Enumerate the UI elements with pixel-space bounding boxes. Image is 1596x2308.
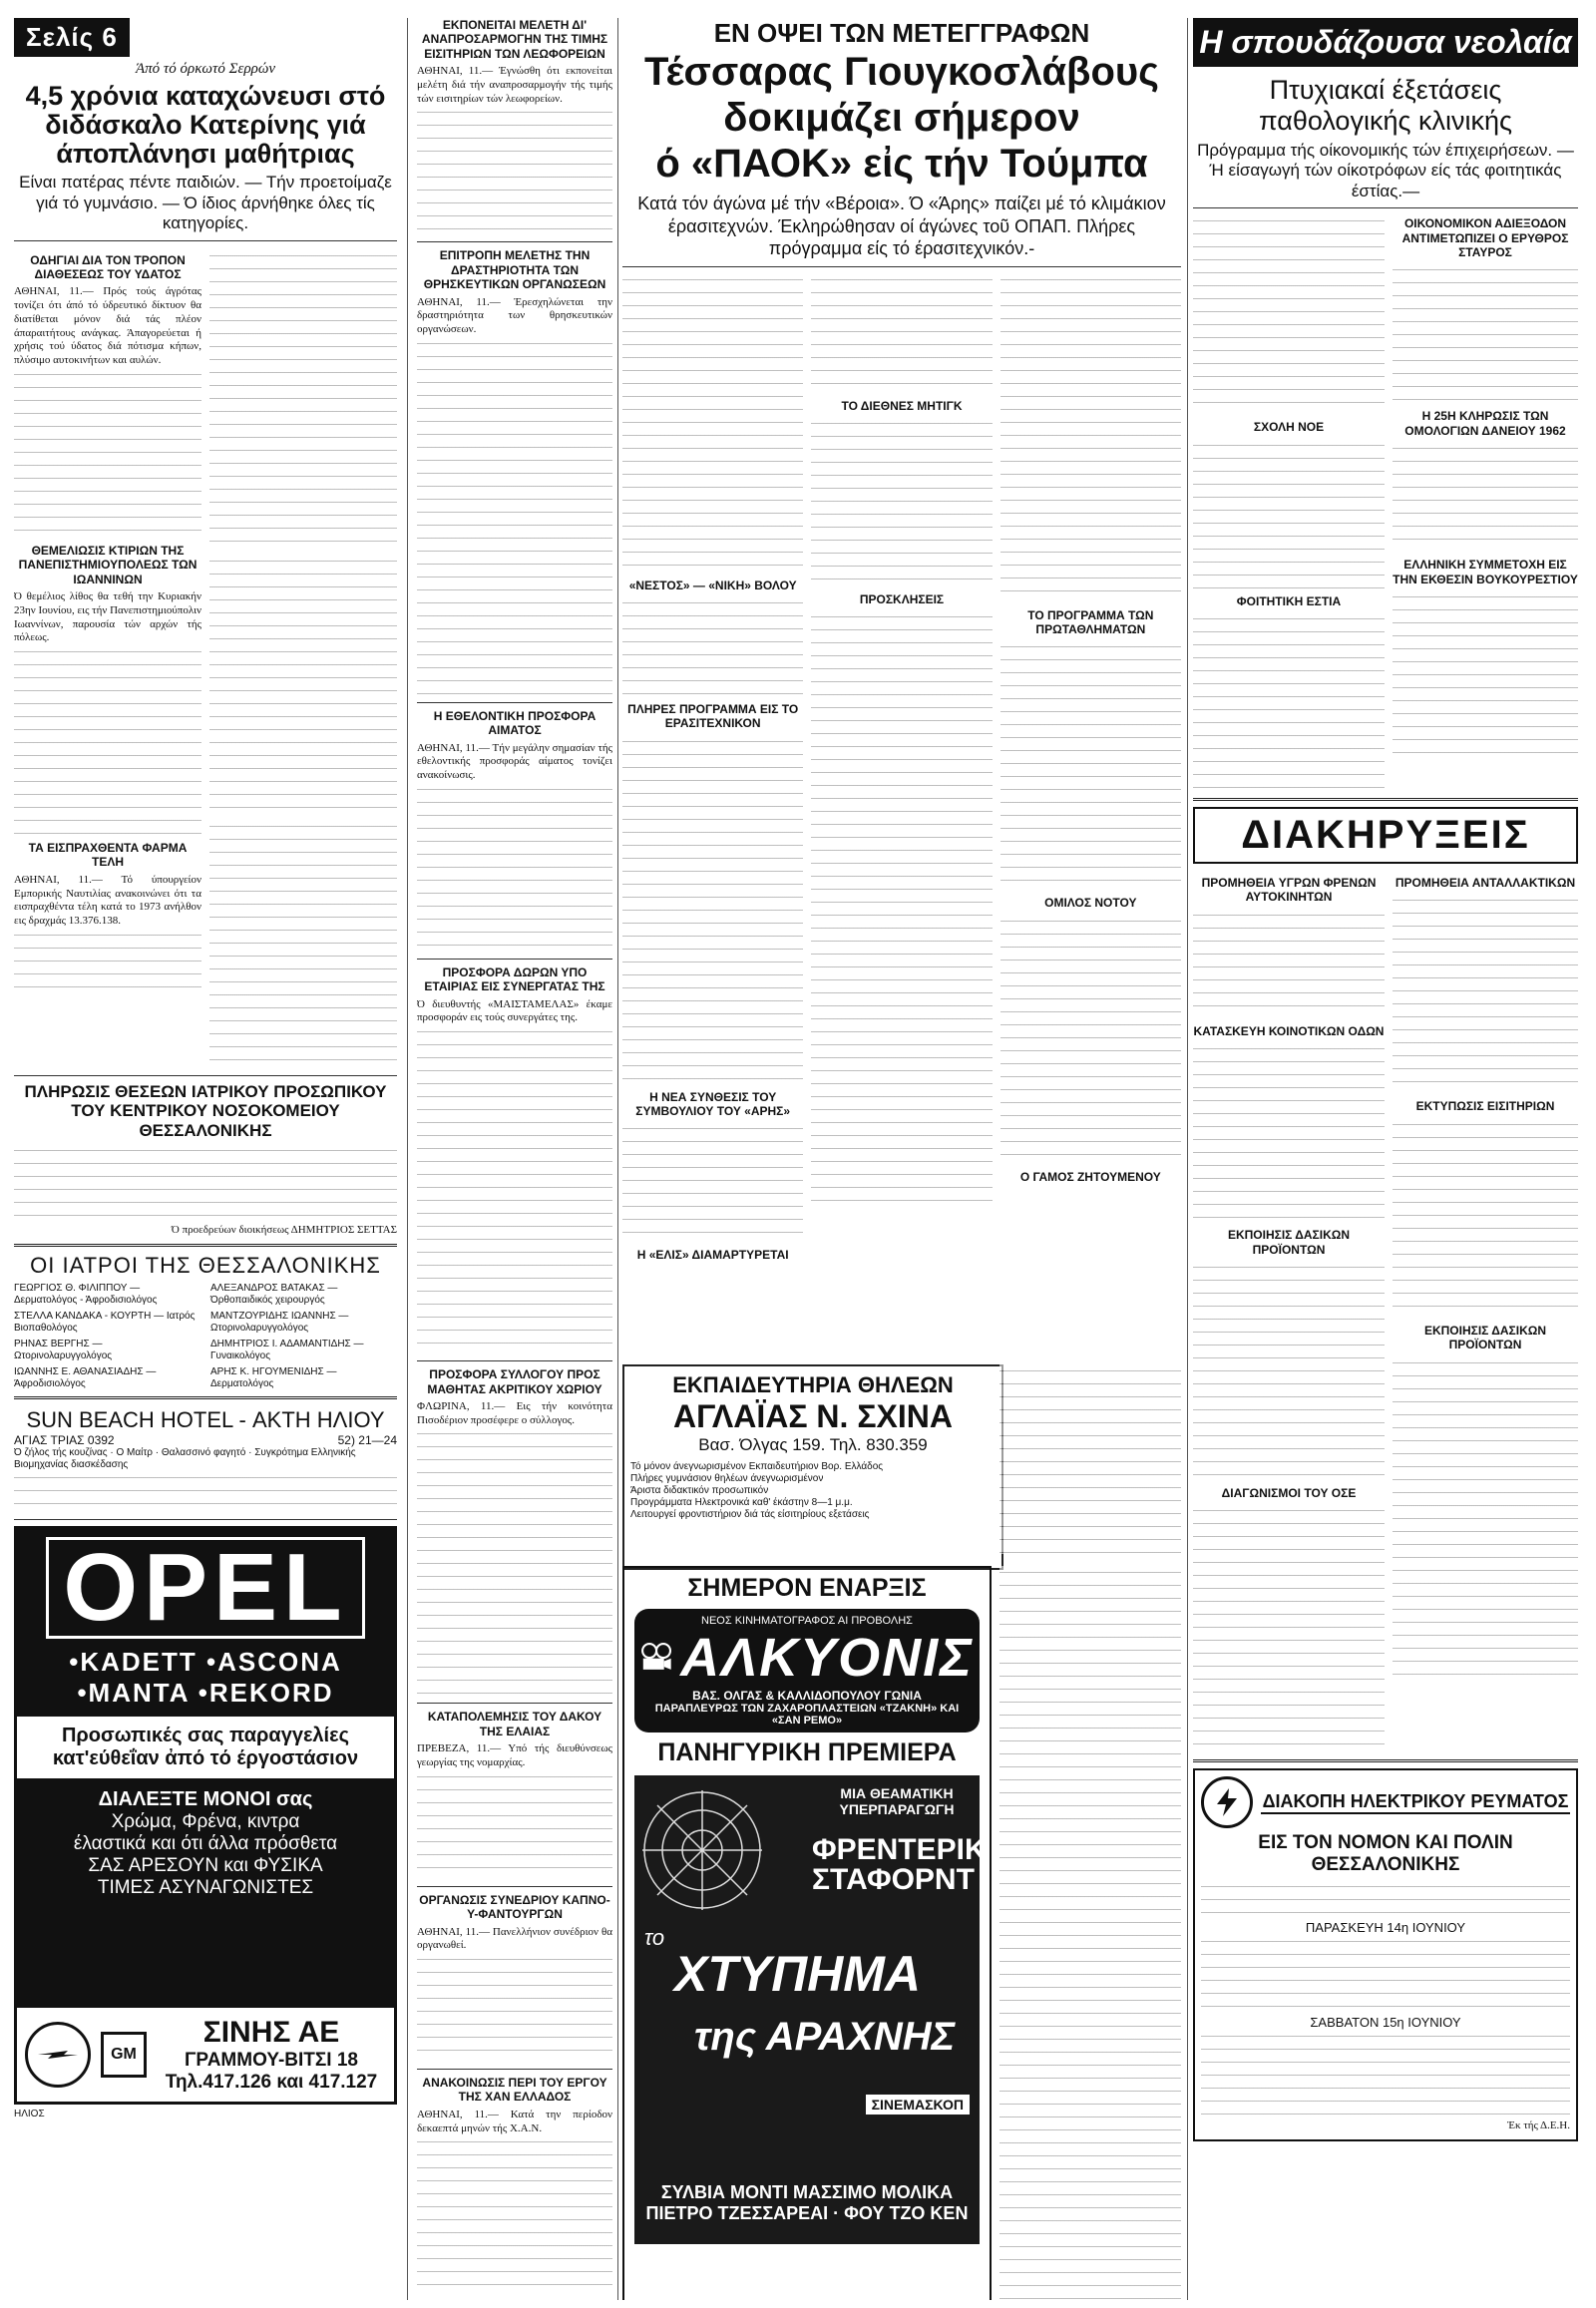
announcement-heading: ΕΚΠΟΙΗΣΙΣ ΔΑΣΙΚΩΝ ΠΡΟΪΟΝΤΩΝ (1423, 1323, 1547, 1352)
film-title: το (644, 1925, 665, 1950)
film-star: ΦΡΕΝΤΕΡΙΚ ΣΤΑΦΟΡΝΤ (812, 1833, 987, 1896)
opel-models: •KADETT •ASCONA (69, 1647, 342, 1678)
cinema-name: ΑΛΚΥΟΝΙΣ (680, 1628, 974, 1688)
school-title: ΕΚΠΑΙΔΕΥΤΗΡΙΑ ΘΗΛΕΩΝ (672, 1372, 954, 1397)
story-heading: ΤΑ ΕΙΣΠΡΑΧΘΕΝΤΑ ΦΑΡΜΑ ΤΕΛΗ (28, 841, 188, 870)
hotel-name: SUN BEACH HOTEL - ΑΚΤΗ ΗΛΙΟΥ (26, 1407, 385, 1433)
announcements-header (1193, 807, 1578, 864)
sports-subhead: ΠΛΗΡΕΣ ΠΡΟΓΡΑΜΜΑ ΕΙΣ ΤΟ ΕΡΑΣΙΤΕΧΝΙΚΟΝ (627, 701, 799, 731)
story-body: Ό διευθυντής «ΜΑΙΣΤΑΜΕΛΑΣ» έκαμε προσφοράν εις τούς συνεργάτες της. (417, 997, 612, 1024)
announcement-heading: ΠΡΟΜΗΘΕΙΑ ΑΝΤΑΛΛΑΚΤΙΚΩΝ (1395, 876, 1576, 891)
story-heading: ΟΙΚΟΝΟΜΙΚΟΝ ΑΔΙΕΞΟΔΟΝ ΑΝΤΙΜΕΤΩΠΙΖΕΙ Ο ΕΡΥΘΡΟΣ ΣΤΑΥΡΟΣ (1401, 216, 1569, 260)
sports-subhead: Η ΝΕΑ ΣΥΝΘΕΣΙΣ ΤΟΥ ΣΥΜΒΟΥΛΙΟΥ ΤΟΥ «ΑΡΗΣ» (635, 1089, 791, 1119)
page-headline: 4,5 χρόνια καταχώνευσι στό διδάσκαλο Κατερίνης γιά άποπλάνησι μαθήτριας (25, 81, 386, 170)
doctor-listing: ΜΑΝΤΖΟΥΡΙΔΗΣ ΙΩΑΝΝΗΣ — Ωτορινολαρυγγολόγος (210, 1311, 349, 1335)
school-line: Προγράμματα Ηλεκτρονικά καθ' έκάστην 8—1 μ.μ. (630, 1497, 853, 1508)
doctor-listing: ΣΤΕΛΛΑ ΚΑΝΔΑΚΑ - ΚΟΥΡΤΗ — Ιατρός Βιοπαθολόγος (14, 1311, 196, 1335)
story-heading: Η ΕΘΕΛΟΝΤΙΚΗ ΠΡΟΣΦΟΡΑ ΑΙΜΑΤΟΣ (433, 708, 597, 738)
column-3 (622, 18, 1181, 2300)
cinema-sub: ΝΕΟΣ ΚΙΝΗΜΑΤΟΓΡΑΦΟΣ ΑΙ ΠΡΟΒΟΛΗΣ (701, 1615, 913, 1627)
signature: Ό προεδρεύων διοικήσεως ΔΗΜΗΤΡΙΟΣ ΣΕΤΤΑΣ (171, 1224, 397, 1237)
power-signature: Έκ τής Δ.Ε.Η. (1507, 2119, 1570, 2132)
film-cast: ΣΥΛΒΙΑ ΜΟΝΤΙ ΜΑΣΣΙΜΟ ΜΟΛΙΚΑ ΠΙΕΤΡΟ ΤΖΕΣΣΑΡΕΑΙ · ΦΟΥ ΤΖΟ ΚΕΝ (645, 2182, 969, 2223)
doctor-listing: ΑΛΕΞΑΝΔΡΟΣ ΒΑΤΑΚΑΣ — Όρθοπαιδικός χειρουργός (210, 1283, 338, 1307)
gm-logo-icon: GM (101, 2032, 147, 2078)
school-line: Λειτουργεί φροντιστήριον διά τάς είσιτηρίους εξετάσεις (630, 1509, 870, 1520)
story-body: ΑΘΗΝΑΙ, 11.— Έγνώσθη ότι εκπονείται μελέτη διά τήν αναπροσαρμογήν τής τιμής τών εισιτηρίων τών λεωφορείων. (417, 65, 612, 105)
story-text-block (14, 368, 201, 538)
cinema-top: ΣΗΜΕΡΟΝ ΕΝΑΡΞΙΣ (687, 1574, 927, 1602)
main-headline: Τέσσαρας Γιουγκοσλάβους (644, 50, 1159, 94)
opel-address: ΓΡΑΜΜΟΥ-ΒΙΤΣΙ 18 (185, 2050, 358, 2072)
opel-text: Χρώμα, Φρένα, κιντρα (111, 1811, 300, 1833)
power-subtitle: ΕΙΣ ΤΟΝ ΝΟΜΟΝ ΚΑΙ ΠΟΛΙΝ ΘΕΣΣΑΛΟΝΙΚΗΣ (1258, 1832, 1513, 1876)
story-body: ΦΛΩΡΙΝΑ, 11.— Εις τήν κοινότητα Πισοδέριον προσέφερε ο σύλλογος. (417, 1399, 612, 1426)
sports-subhead: Η «ΕΛΙΣ» ΔΙΑΜΑΡΤΥΡΕΤΑΙ (636, 1248, 789, 1263)
announcement-heading: ΚΑΤΑΣΚΕΥΗ ΚΟΙΝΟΤΙΚΩΝ ΟΔΩΝ (1193, 1023, 1385, 1038)
doctor-listing: ΑΡΗΣ Κ. ΗΓΟΥΜΕΝΙΔΗΣ — Δερματολόγος (210, 1366, 337, 1390)
column-4 (1193, 18, 1578, 2300)
film-tag: ΜΙΑ ΘΕΑΜΑΤΙΚΗ ΥΠΕΡΠΑΡΑΓΩΓΗ (839, 1785, 955, 1817)
page-headline: Πτυχιακαί έξετάσεις παθολογικής κλινικής (1258, 75, 1513, 137)
power-title: ΔΙΑΚΟΠΗ ΗΛΕΚΤΡΙΚΟΥ ΡΕΥΜΑΤΟΣ (1261, 1791, 1570, 1814)
lead-paragraph: Κατά τόν άγώνα μέ τήν «Βέροια». Ό «Άρης» παίζει μέ τό κλιμάκιον έρασιτεχνών. Έκληρώθησαν οί άγώνες τοῦ ΟΠΑΠ. Πλήρες πρόγραμμα είς τό έρασιτεχνικόν.- (637, 193, 1166, 258)
story-heading: ΕΚΠΟΝΕΙΤΑΙ ΜΕΛΕΤΗ ΔΙ' ΑΝΑΠΡΟΣΑΡΜΟΓΗΝ ΤΗΣ ΤΙΜΗΣ ΕΙΣΙΤΗΡΙΩΝ ΤΩΝ ΛΕΩΦΟΡΕΙΩΝ (421, 18, 608, 61)
opel-text: ΣΑΣ ΑΡΕΣΟΥΝ και ΦΥΣΙΚΑ (88, 1855, 323, 1877)
announcement-heading: ΔΙΑΓΩΝΙΣΜΟΙ ΤΟΥ ΟΣΕ (1221, 1486, 1357, 1500)
headline-kicker: ΕΝ ΟΨΕΙ ΤΩΝ ΜΕΤΕΓΓΡΑΦΩΝ (713, 18, 1090, 48)
story-text-block (209, 249, 397, 549)
column-rule (407, 18, 408, 2300)
story-heading: ΦΟΙΤΗΤΙΚΗ ΕΣΤΙΑ (1236, 593, 1342, 608)
section-banner: Η σπουδάζουσα νεολαία (1199, 24, 1572, 60)
film-title: της ΑΡΑΧΝΗΣ (694, 2015, 956, 2059)
sports-subhead: ΠΡΟΣΚΛΗΣΕΙΣ (859, 591, 945, 606)
story-heading: ΚΑΤΑΠΟΛΕΜΗΣΙΣ ΤΟΥ ΔΑΚΟΥ ΤΗΣ ΕΛΑΙΑΣ (427, 1710, 602, 1738)
doctor-listing: ΓΕΩΡΓΙΟΣ Θ. ΦΙΛΙΠΠΟΥ — Δερματολόγος - Άφροδισιολόγος (14, 1283, 158, 1307)
main-headline: ό «ΠΑΟΚ» εἰς τήν Τούμπα (655, 142, 1148, 186)
story-body: ΑΘΗΝΑΙ, 11.— Κατά την περίοδον δεκαεπτά μηνών τής Χ.Α.Ν. (417, 2108, 612, 2134)
column-rule (617, 18, 618, 2300)
school-name: ΑΓΛΑΪΑΣ Ν. ΣΧΙΝΑ (673, 1398, 953, 1434)
story-body: ΑΘΗΝΑΙ, 11.— Πρός τούς άγρότας τονίζει ότι άπό τό ύδρευτικό δίκτυον θα διατίθεται μόνον διά τάς πλέον άπαραιτήτους ανάγκας. Άπαγορεύεται ή χρήσις τού ύδατος διά πότισμα κήπων, πλύσιμο αυτοκινήτων και αυλών. (14, 285, 201, 367)
film-poster (634, 1775, 987, 2244)
sports-subhead: ΤΟ ΔΙΕΘΝΕΣ ΜΗΤΙΓΚ (841, 398, 963, 413)
story-heading: ΠΡΟΣΦΟΡΑ ΣΥΛΛΟΓΟΥ ΠΡΟΣ ΜΑΘΗΤΑΣ ΑΚΡΙΤΙΚΟΥ ΧΩΡΙΟΥ (427, 1367, 602, 1396)
opel-logo: OPEL (46, 1537, 364, 1639)
credit: ΗΛΙΟΣ (14, 2109, 45, 2120)
opel-dealer: ΣΙΝΗΣ ΑΕ (202, 2016, 340, 2050)
doctor-listing: ΙΩΑΝΝΗΣ Ε. ΑΘΑΝΑΣΙΑΔΗΣ — Άφροδισιολόγος (14, 1366, 157, 1390)
sports-subhead: ΤΟ ΠΡΟΓΡΑΜΜΑ ΤΩΝ ΠΡΩΤΑΘΛΗΜΑΤΩΝ (1027, 607, 1154, 636)
opel-models: •MANTA •REKORD (77, 1678, 334, 1709)
story-text-block (14, 929, 201, 988)
school-ad (622, 1364, 1003, 1570)
doctors-directory-title: ΟΙ ΙΑΤΡΟΙ ΤΗΣ ΘΕΣΣΑΛΟΝΙΚΗΣ (30, 1253, 381, 1279)
doctor-listing: ΔΗΜΗΤΡΙΟΣ Ι. ΑΔΑΜΑΝΤΙΔΗΣ — Γυναικολόγος (210, 1339, 364, 1362)
doctor-listing: ΡΗΝΑΣ ΒΕΡΓΗΣ — Ωτορινολαρυγγολόγος (14, 1339, 113, 1362)
story-heading: ΑΝΑΚΟΙΝΩΣΙΣ ΠΕΡΙ ΤΟΥ ΕΡΓΟΥ ΤΗΣ ΧΑΝ ΕΛΛΑΔΟΣ (422, 2076, 607, 2105)
opel-text: έλαστικά και ότι άλλα πρόσθετα (73, 1833, 338, 1855)
dei-logo-icon (1201, 1776, 1253, 1828)
story-text-block (14, 645, 201, 835)
school-address: Βασ. Όλγας 159. Τηλ. 830.359 (698, 1435, 928, 1454)
hotel-phone: 52) 21—24 (337, 1433, 397, 1448)
cinema-address: ΠΑΡΑΠΛΕΥΡΩΣ ΤΩΝ ΖΑΧΑΡΟΠΛΑΣΤΕΙΩΝ «ΤΖΑΚΝΗ» ΚΑΙ «ΣΑΝ ΡΕΜΟ» (654, 1703, 960, 1727)
film-format: ΣΙΝΕΜΑΣΚΟΠ (866, 2095, 970, 2115)
story-text-block (209, 820, 397, 1069)
hotel-text: Ό ζήλος τής κουζίνας · Ο Μαίτρ · Θαλασσινό φαγητό · Συγκρότημα Ελληνικής Βιομηχανίας διασκέδασης (14, 1447, 356, 1471)
opel-text: Προσωπικές σας παραγγελίες (61, 1725, 350, 1747)
opel-text: ΤΙΜΕΣ ΑΣΥΝΑΓΩΝΙΣΤΕΣ (97, 1877, 314, 1899)
sports-subhead: ΟΜΙΛΟΣ ΝΟΤΟΥ (1044, 896, 1137, 911)
story-heading: Η 25Η ΚΛΗΡΩΣΙΣ ΤΩΝ ΟΜΟΛΟΓΙΩΝ ΔΑΝΕΙΟΥ 1962 (1404, 409, 1566, 438)
power-day: ΠΑΡΑΣΚΕΥΗ 14η ΙΟΥΝΙΟΥ (1305, 1920, 1466, 1936)
story-body: ΠΡΕΒΕΖΑ, 11.— Υπό τής διευθύνσεως γεωργίας της νομαρχίας. (417, 1742, 612, 1768)
story-heading: ΣΧΟΛΗ ΝΟΕ (1253, 420, 1325, 435)
column-1 (14, 18, 397, 2300)
story-body: Ό θεμέλιος λίθος θα τεθή την Κυριακήν 23ην Ιουνίου, εις τήν Πανεπιστημιούπολιν Ιωαννίνων, παρουσία τών αρχών τής πόλεως. (14, 590, 201, 644)
kicker: Άπό τό όρκωτό Σερρών (135, 61, 275, 77)
hotel-place: ΑΓΙΑΣ ΤΡΙΑΣ 0392 (14, 1433, 115, 1448)
opel-ad (14, 1526, 397, 2105)
school-line: Άριστα διδακτικόν προσωπικόν (630, 1485, 769, 1496)
premiere-label: ΠΑΝΗΓΥΡΙΚΗ ΠΡΕΜΙΕΡΑ (657, 1738, 957, 1766)
film-projector-icon (640, 1635, 672, 1681)
opel-emblem-icon (25, 2022, 91, 2088)
main-headline: δοκιμάζει σήμερον (723, 96, 1080, 140)
announcement-heading: ΠΡΟΜΗΘΕΙΑ ΥΓΡΩΝ ΦΡΕΝΩΝ ΑΥΤΟΚΙΝΗΤΩΝ (1201, 876, 1377, 905)
power-day: ΣΑΒΒΑΤΟΝ 15η ΙΟΥΝΙΟΥ (1310, 2015, 1461, 2031)
story-body: ΑΘΗΝΑΙ, 11.— Έρεσχηλώνεται την δραστηριότητα των θρησκευτικών οργανώσεων. (417, 295, 612, 336)
column-2 (417, 18, 612, 2300)
story-heading: ΕΠΙΤΡΟΠΗ ΜΕΛΕΤΗΣ ΤΗΝ ΔΡΑΣΤΗΡΙΟΤΗΤΑ ΤΩΝ ΘΡΗΣΚΕΥΤΙΚΩΝ ΟΡΓΑΝΩΣΕΩΝ (423, 248, 606, 292)
lead-paragraph: Είναι πατέρας πέντε παιδιών. — Τήν προετοίμαζε γιά τό γυμνάσιο. — Ό ίδιος άρνήθηκε όλες τίς κατηγορίες. (19, 173, 392, 233)
story-body: ΑΘΗΝΑΙ, 11.— Τήν μεγάλην σημασίαν τής εθελοντικής προσφοράς αίματος τονίζει ανακοίνωσις. (417, 741, 612, 782)
announcement-heading: ΕΚΠΟΙΗΣΙΣ ΔΑΣΙΚΩΝ ΠΡΟΪΟΝΤΩΝ (1227, 1228, 1351, 1257)
story-heading: ΠΡΟΣΦΟΡΑ ΔΩΡΩΝ ΥΠΟ ΕΤΑΙΡΙΑΣ ΕΙΣ ΣΥΝΕΡΓΑΤΑΣ ΤΗΣ (424, 964, 605, 994)
cinema-ad (622, 1566, 992, 2300)
announcement-heading: ΕΚΤΥΠΩΣΙΣ ΕΙΣΙΤΗΡΙΩΝ (1415, 1099, 1555, 1114)
opel-phone: Τηλ.417.126 και 417.127 (165, 2072, 378, 2094)
story-body: ΑΘΗΝΑΙ, 11.— Πανελλήνιον συνέδριον θα οργανωθεί. (417, 1925, 612, 1952)
story-text-block (209, 555, 397, 814)
school-line: Τό μόνον άνεγνωρισμένον Εκπαιδευτήριον Βορ. Ελλάδος (630, 1461, 884, 1472)
lead-paragraph: Πρόγραμμα τής οίκονομικής τών έπιχειρήσεων. — Ή είσαγωγή τών οίκοτρόφων είς τάς φοιτητικάς έστίας.— (1197, 141, 1574, 200)
opel-text: ΔΙΑΛΕΞΤΕ ΜΟΝΟΙ σας (98, 1788, 313, 1811)
story-heading: ΟΡΓΑΝΩΣΙΣ ΣΥΝΕΔΡΙΟΥ ΚΑΠΝΟ-Υ-ΦΑΝΤΟΥΡΓΩΝ (419, 1892, 610, 1922)
film-title: ΧΤΥΠΗΜΑ (674, 1946, 921, 2002)
story-body: ΑΘΗΝΑΙ, 11.— Τό ύπουργείον Εμπορικής Ναυτιλίας ανακοινώνει ότι τα εισπραχθέντα τέλη κατά το 1973 ανήλθον εις δραχμάς 13.376.138. (14, 873, 201, 928)
opel-text: κατ'εύθεΐαν ἀπό τό έργοστάσιον (52, 1747, 359, 1770)
announcements-title: ΔΙΑΚΗΡΥΞΕΙΣ (1241, 813, 1530, 858)
story-heading: ΠΛΗΡΩΣΙΣ ΘΕΣΕΩΝ ΙΑΤΡΙΚΟΥ ΠΡΟΣΩΠΙΚΟΥ ΤΟΥ ΚΕΝΤΡΙΚΟΥ ΝΟΣΟΚΟΜΕΙΟΥ ΘΕΣΣΑΛΟΝΙΚΗΣ (24, 1081, 387, 1140)
story-heading: ΘΕΜΕΛΙΩΣΙΣ ΚΤΙΡΙΩΝ ΤΗΣ ΠΑΝΕΠΙΣΤΗΜΙΟΥΠΟΛΕΩΣ ΤΩΝ ΙΩΑΝΝΙΝΩΝ (18, 543, 198, 586)
school-line: Πλήρες γυμνάσιον θηλέων άνεγνωρισμένον (630, 1473, 824, 1484)
story-heading: ΕΛΛΗΝΙΚΗ ΣΥΜΜΕΤΟΧΗ ΕΙΣ ΤΗΝ ΕΚΘΕΣΙΝ ΒΟΥΚΟΥΡΕΣΤΙΟΥ (1393, 558, 1578, 586)
cinema-address: ΒΑΣ. ΟΛΓΑΣ & ΚΑΛΛΙΔΟΠΟΥΛΟΥ ΓΩΝΙΑ (692, 1689, 922, 1703)
sports-subhead: Ο ΓΑΜΟΣ ΖΗΤΟΥΜΕΝΟΥ (1019, 1169, 1161, 1184)
story-heading: ΟΔΗΓΙΑΙ ΔΙΑ ΤΟΝ ΤΡΟΠΟΝ ΔΙΑΘΕΣΕΩΣ ΤΟΥ ΥΔΑΤΟΣ (30, 252, 186, 282)
story-text-block (14, 1144, 397, 1224)
hotel-ad (14, 1405, 397, 1513)
power-outage-notice (1193, 1768, 1578, 2141)
column-rule (1187, 18, 1188, 2300)
spider-web-icon (642, 1785, 762, 1915)
sports-subhead: «ΝΕΣΤΟΣ» — «ΝΙΚΗ» ΒΟΛΟΥ (628, 577, 797, 592)
section-badge: Σελίς 6 (14, 18, 130, 57)
